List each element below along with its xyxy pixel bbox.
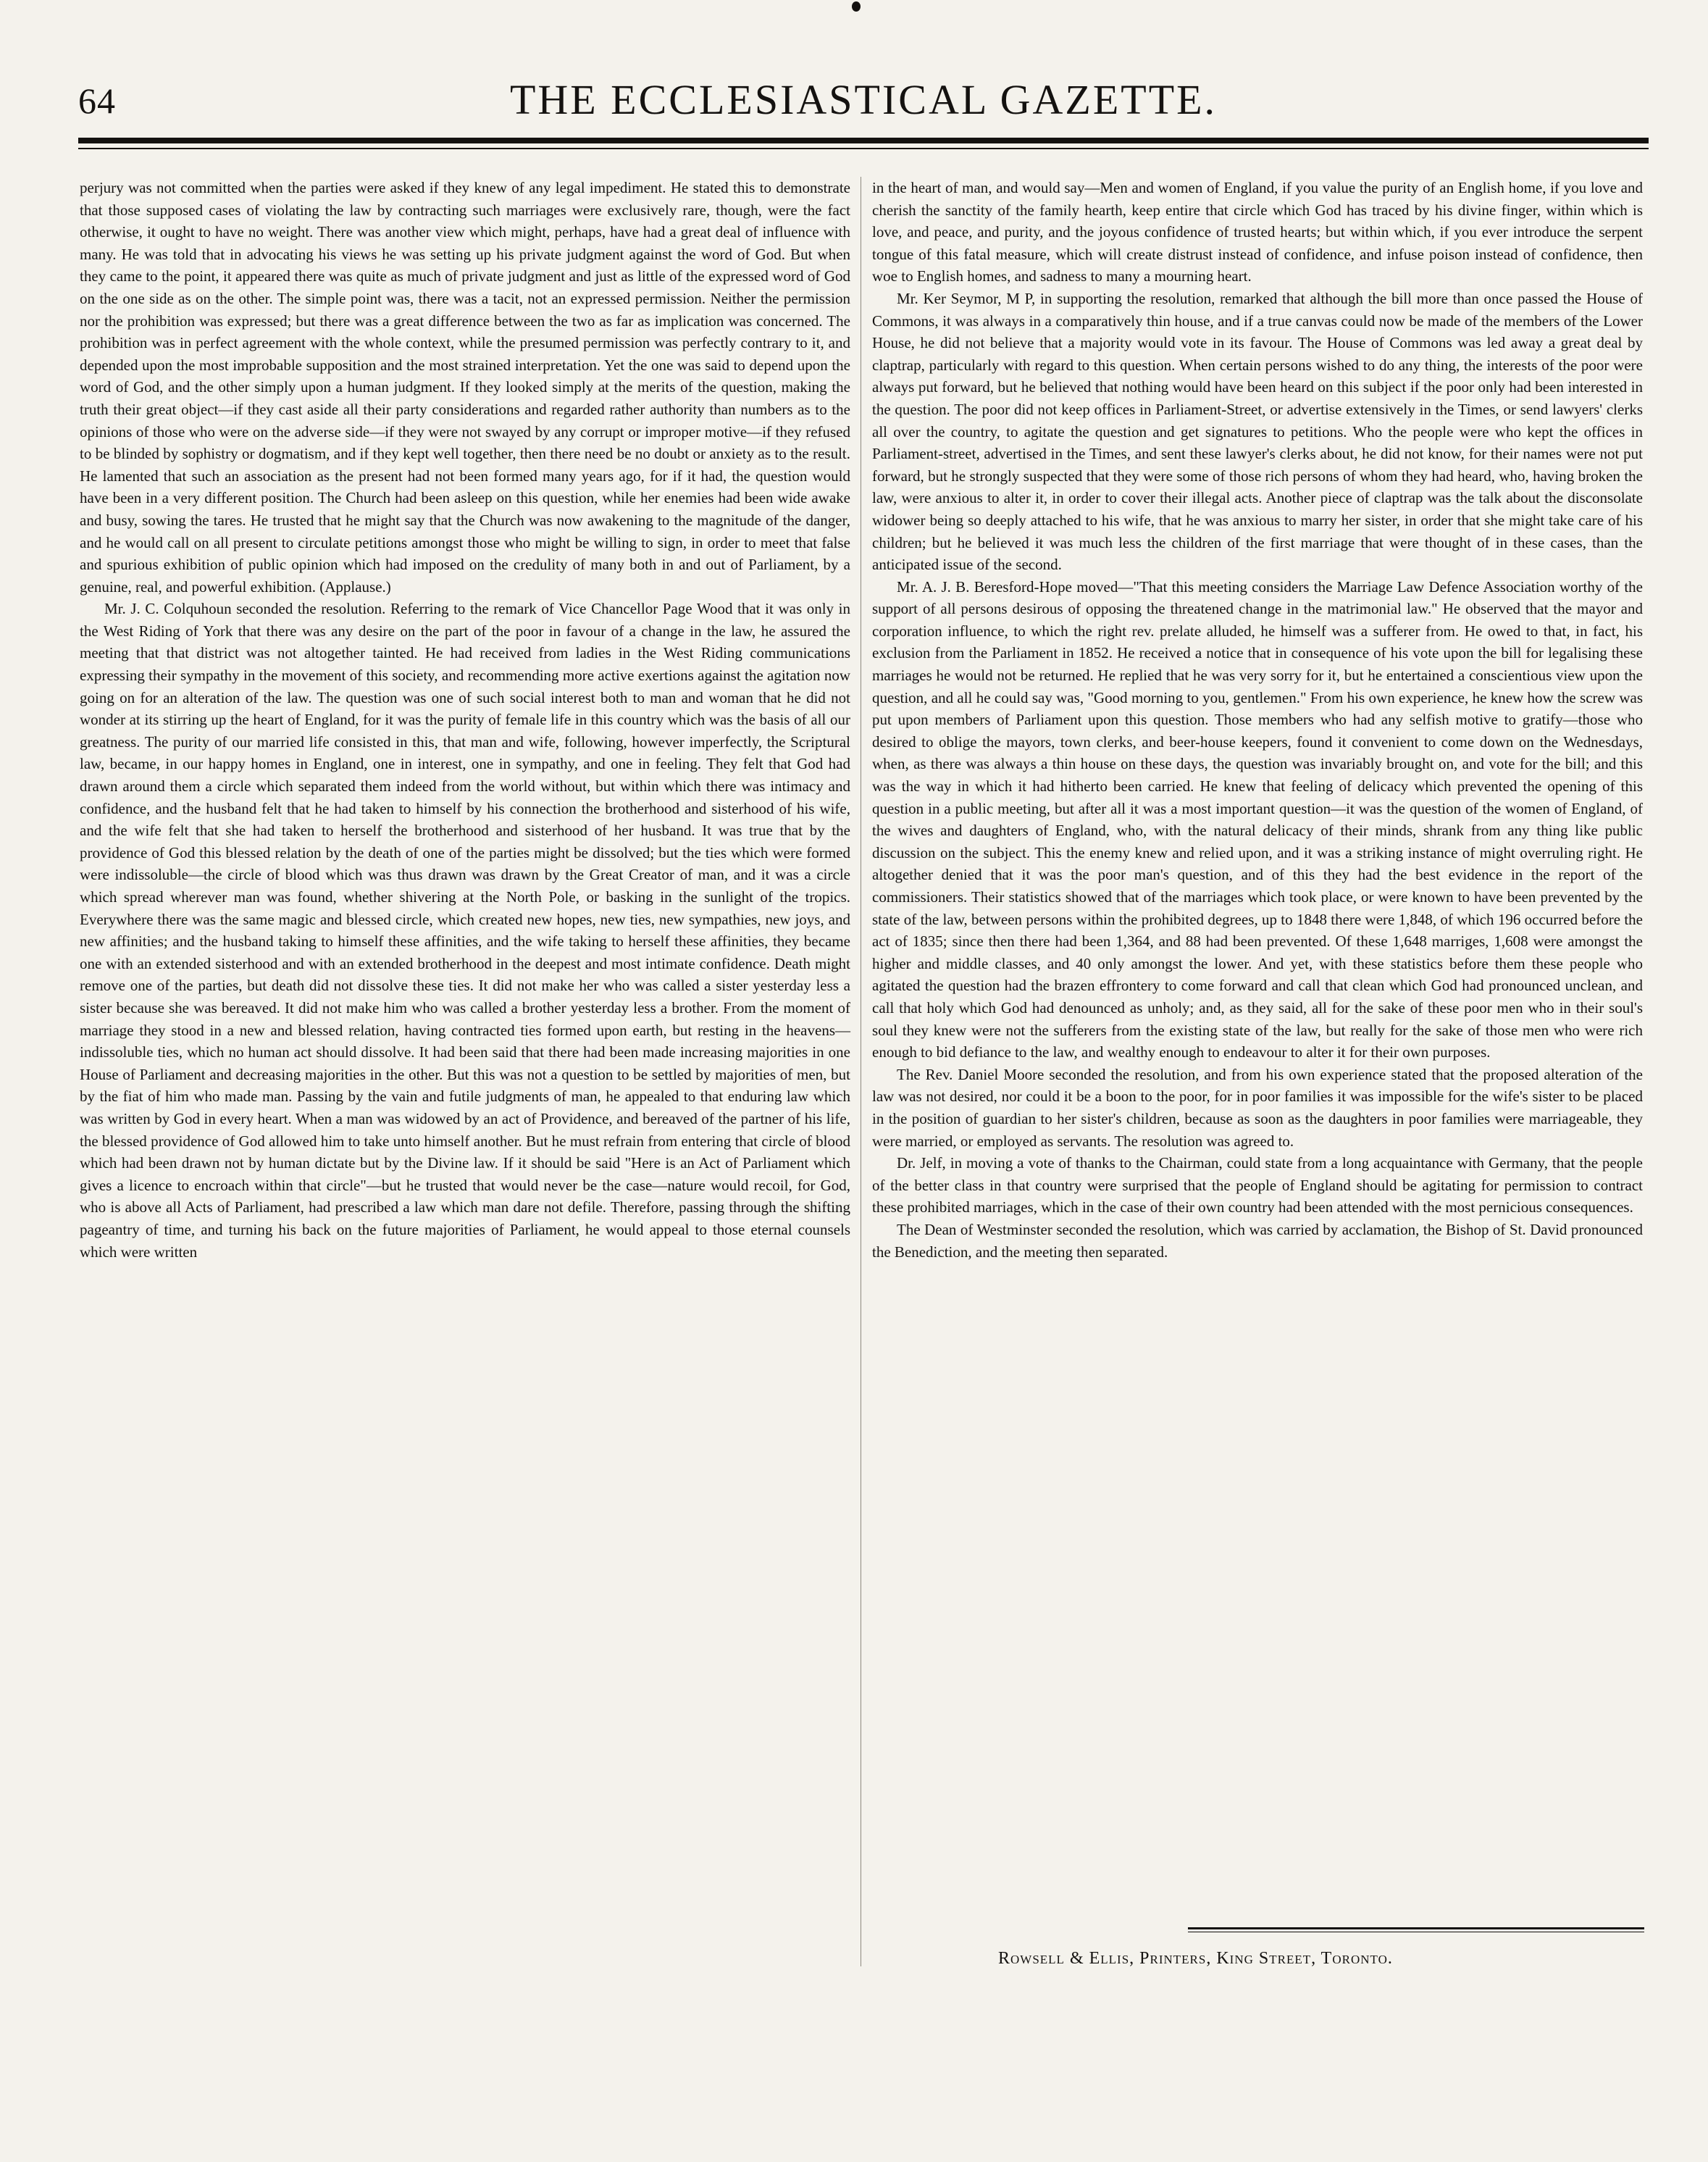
column-left [80,177,850,1263]
paragraph: The Dean of Westminster seconded the resolution, which was carried by acclamation, the Bishop of St. David pronounced the Benediction, and the meeting then separated. [872,1220,1643,1261]
header-rule-thick [78,138,1649,143]
column-right [872,177,1643,1263]
header-rule-thin [78,148,1649,149]
page-number: 64 [78,80,116,121]
paragraph: Dr. Jelf, in moving a vote of thanks to the Chairman, could state from a long acquaintance with Germany, that the people of the better class in that country were surprised that the people of England should be agitating for permission to contract these prohibited marriages, which in the case of their own country had been attended with the most pernicious consequences. [872,1154,1643,1216]
paragraph: in the heart of man, and would say—Men and women of England, if you value the purity of an English home, if you love and cherish the sanctity of the family hearth, keep entire that circle which God has traced by his divine finger, within which is love, and peace, and purity, and the joyous confidence of trusted hearts; but within which, if you ever introduce the serpent tongue of this fatal measure, which will create distrust instead of confidence, and infuse poison instead of confidence, then woe to English homes, and sadness to many a mourning heart. [872,179,1643,285]
masthead [78,75,1649,133]
ink-speck [852,1,861,12]
printer-imprint: Rowsell & Ellis, Printers, King Street, Toronto. [998,1949,1393,1968]
paragraph: Mr. Ker Seymor, M P, in supporting the resolution, remarked that although the bill more than once passed the House of Commons, it was always in a comparatively thin house, and if a true canvas could now be made of the members of the Lower House, he did not believe that a majority would vote in its favour. The House of Commons was led away a great deal by claptrap, particularly with regard to this question. When certain persons wished to do any thing, the interests of the poor were always put forward, but he believed that nothing would have been heard on this subject if the poor only had been interested in the question. The poor did not keep offices in Parliament-Street, or advertise extensively in the Times, or send lawyers' clerks all over the country, to agitate the question and get signatures to petitions. Who the people were who kept the offices in Parliament-street, advertised in the Times, and sent these lawyer's clerks about, he did not know, for their names were not put forward, but he strongly suspected that they were some of those rich persons of whom they had heard, who, having broken the law, were anxious to alter it, in order to cover their illegal acts. Another piece of claptrap was the talk about the disconsolate widower being so deeply attached to his wife, that he was anxious to marry her sister, in order that she might take care of his children; but he believed it was much less the children of the first marriage that were thought of in these cases, than the anticipated issue of the second. [872,289,1643,574]
end-rule [1188,1927,1644,1929]
paragraph: perjury was not committed when the parties were asked if they knew of any legal impediment. He stated this to demonstrate that those supposed cases of violating the law by contracting such marriages were exclusively rare, though, were the fact otherwise, it ought to have no weight. There was another view which might, perhaps, have had a great deal of influence with many. He was told that in advocating his views he was setting up his private judgment against the word of God. But when they came to the point, it appeared there was quite as much of private judgment and just as little of the expressed word of God on the one side as on the other. The simple point was, there was a tacit, not an expressed permission. Neither the permission nor the prohibition was expressed; but there was a great difference between the two as far as implication was concerned. The prohibition was in perfect agreement with the whole context, while the presumed permission was perfectly contrary to it, and depended upon the most improbable supposition and the most strained interpretation. Yet the one was said to depend upon the word of God, and the other simply upon a human judgment. If they looked simply at the merits of the question, making the truth their great object—if they cast aside all their party considerations and regarded rather authority than numbers as to the opinions of those who were on the adverse side—if they were not swayed by any corrupt or improper motive—if they refused to be blinded by sophistry or dogmatism, and if they kept well together, then there need be no doubt or anxiety as to the result. He lamented that such an association as the present had not been formed many years ago, for if it had, the question would have been in a very different position. The Church had been asleep on this question, while her enemies had been wide awake and busy, sowing the tares. He trusted that he might say that the Church was now awakening to the magnitude of the danger, and he would call on all present to circulate petitions amongst those who might be willing to sign, in order to meet that false and spurious exhibition of public opinion which had imposed on the credulity of many both in and out of Parliament, by a genuine, real, and powerful exhibition. (Applause.) [80,179,850,596]
paragraph: Mr. A. J. B. Beresford-Hope moved—"That this meeting considers the Marriage Law Defence Association worthy of the support of all persons desirous of opposing the threatened change in the matrimonial law." He observed that the mayor and corporation influence, to which the right rev. prelate alluded, he himself was a sufferer from. He owed to that, in fact, his exclusion from the Parliament in 1852. He received a notice that in consequence of his vote upon the bill for legalising these marriages he would not be returned. He replied that he was very sorry for it, but he entertained a conscientious view upon the question, and all he could say was, "Good morning to you, gentlemen." From his own experience, he knew how the screw was put upon members of Parliament upon this question. Those members who had any selfish motive to gratify—those who desired to oblige the mayors, town clerks, and beer-house keepers, found it convenient to come down on the Wednesdays, when, as there was always a thin house on these days, the question was invariably brought on, and vote for the bill; and this was the way in which it had hitherto been carried. He knew that feeling of delicacy which prevented the opening of this question in a public meeting, but after all it was a most important question—it was the question of the women of England, of the wives and daughters of England, who, with the natural delicacy of their minds, shrank from any thing like public discussion on the subject. This the enemy knew and relied upon, and it was a striking instance of might overruling right. He altogether denied that it was the poor man's question, and of this they had the best evidence in the report of the commissioners. Their statistics showed that of the marriages which took place, or were known to have been prevented by the state of the law, between persons within the prohibited degrees, up to 1848 there were 1,848, of which 196 occurred before the act of 1835; since then there had been 1,364, and 88 had been prevented. Of these 1,648 marriges, 1,608 were amongst the higher and middle classes, and 40 only amongst the lower. And yet, with these statistics before them these people who agitated the question had the brazen effrontery to come forward and call that clean which God had pronounced unclean, and call that holy which God had denounced as unholy; and, as they said, all for the sake of these poor men who in their soul's soul they knew were not the sufferers from the existing state of the law, but really for the sake of those men who were rich enough to bid defiance to the law, and wealthy enough to endeavour to alter it for their own purposes. [872,577,1643,1061]
paragraph: The Rev. Daniel Moore seconded the resolution, and from his own experience stated that the proposed alteration of the law was not desired, nor could it be a boon to the poor, for in poor families it was impossible for the wife's sister to be placed in the position of guardian to her sister's children, because as soon as the daughters in poor families were marriageable, they were married, or employed as servants. The resolution was agreed to. [872,1065,1643,1150]
newspaper-title: THE ECCLESIASTICAL GAZETTE. [509,76,1218,123]
paragraph: Mr. J. C. Colquhoun seconded the resolution. Referring to the remark of Vice Chancellor Page Wood that it was only in the West Riding of York that there was any desire on the part of the poor in favour of a change in the law, he assured the meeting that that district was not altogether tainted. He had received from ladies in the West Riding communications expressing their sympathy in the movement of this society, and recommending more active exertions against the agitation now going on for an alteration of the law. The question was one of such social interest both to man and woman that he did not wonder at its stirring up the heart of England, for it was the purity of female life in this country which was the basis of all our greatness. The purity of our married life consisted in this, that man and wife, following, however imperfectly, the Scriptural law, became, in our happy homes in England, one in interest, one in sympathy, and one in feeling. They felt that God had drawn around them a circle which separated them indeed from the world without, but within which there was intimacy and confidence, and the husband felt that he had taken to himself by his connection the brotherhood and sisterhood of his wife, and the wife felt that she had taken to herself the brotherhood and sisterhood of her husband. It was true that by the providence of God this blessed relation by the death of one of the parties might be dissolved; but the ties which were formed were indissoluble—the circle of blood which was thus drawn was drawn by the Great Creator of man, and it was a circle which spread wherever man was found, whether shivering at the North Pole, or basking in the sunlight of the tropics. Everywhere there was the same magic and blessed circle, which created new hopes, new ties, new sympathies, new joys, and new affinities; and the husband taking to himself these affinities, and the wife taking to herself these affinities, they became one with an extended sisterhood and with an extended brotherhood in the deepest and most intimate confidence. Death might remove one of the parties, but death did not dissolve these ties. It did not make her who was called a sister yesterday less a sister because she was bereaved. It did not make him who was called a brother yesterday less a brother. From the moment of marriage they stood in a new and blessed relation, having contracted ties formed upon earth, but resting in the heavens—indissoluble ties, which no human act should dissolve. It had been said that there had been made increasing majorities in one House of Parliament and decreasing majorities in the other. But this was not a question to be settled by majorities of men, but by the fiat of him who made man. Passing by the vain and futile judgments of man, he appealed to that enduring law which was written by God in every heart. When a man was widowed by an act of Providence, and bereaved of the partner of his life, the blessed providence of God allowed him to take unto himself another. But he must refrain from entering that circle of blood which had been drawn not by human dictate but by the Divine law. If it should be said "Here is an Act of Parliament which gives a licence to encroach within that circle"—but he trusted that would never be the case—nature would recoil, for God, who is above all Acts of Parliament, had prescribed a law which man dare not defile. Therefore, passing through the shifting pageantry of time, and turning his back on the future majorities of Parliament, he would appeal to those eternal counsels which were written [80,600,850,1261]
